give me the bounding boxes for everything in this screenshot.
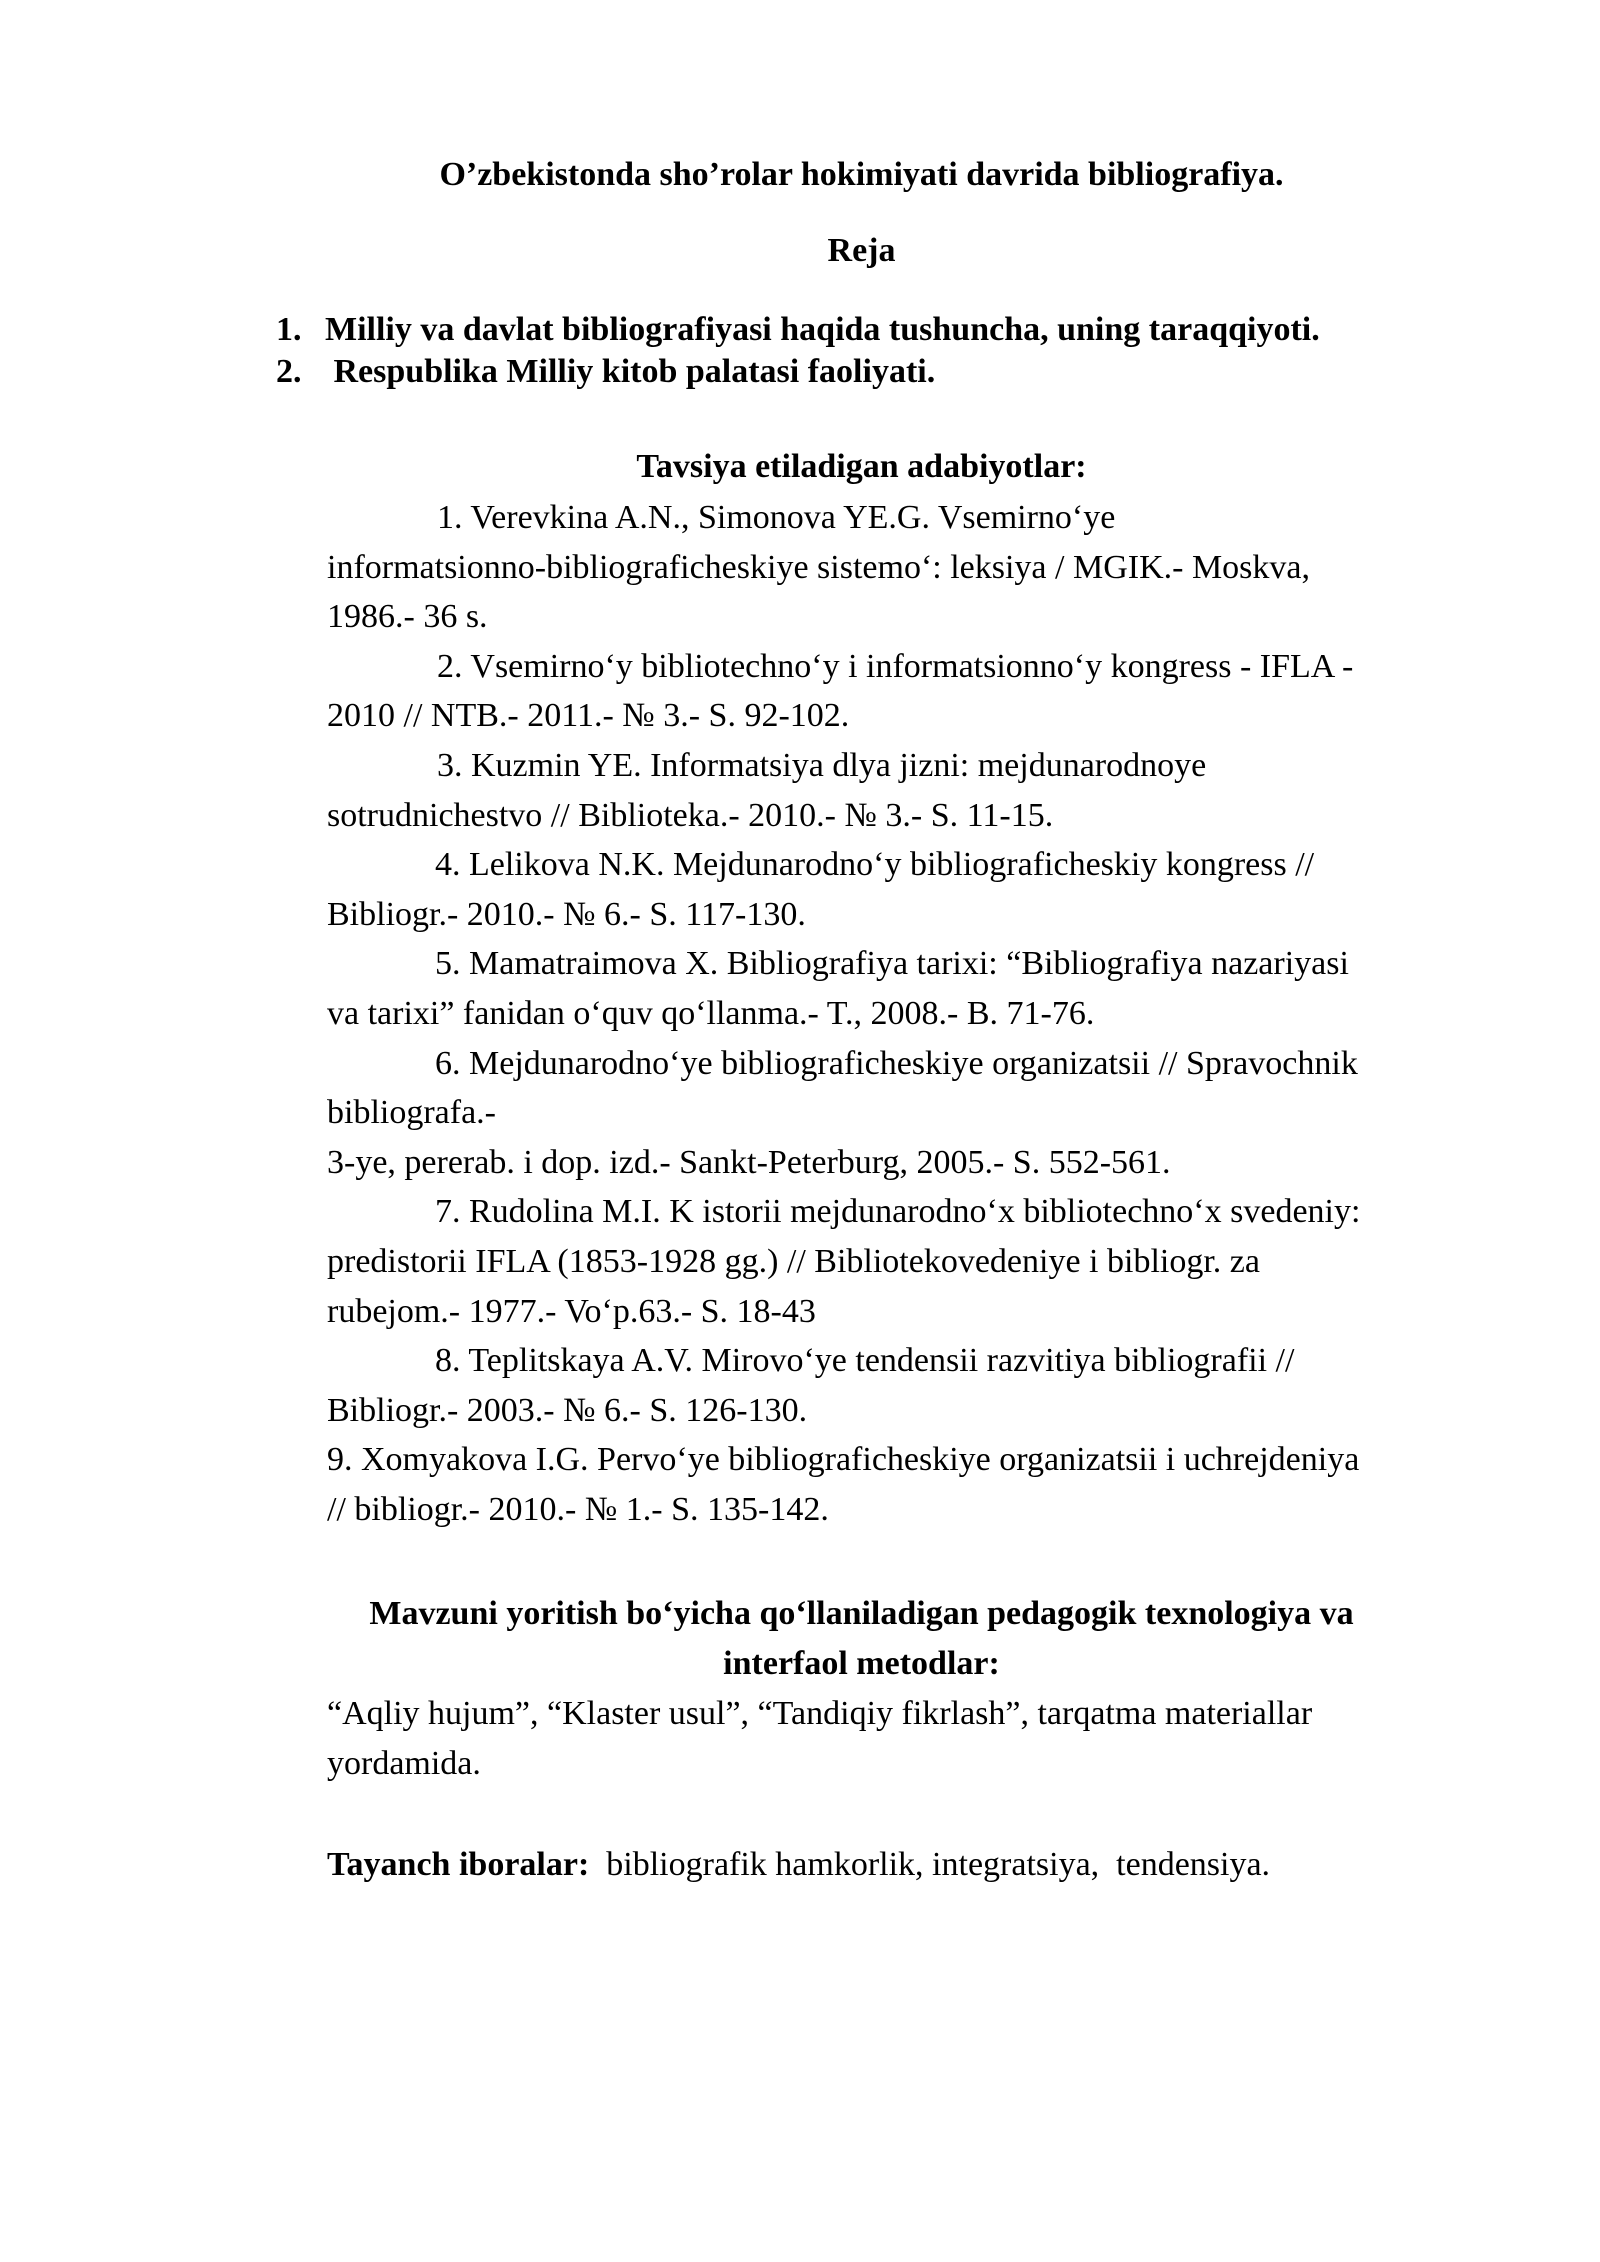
plan-item [276,309,1320,351]
reference-line: 3-ye, pererab. i dop. izd.- Sankt-Peterburg, 2005.- S. 552-561. [327,1143,1171,1181]
methods-body-line: “Aqliy hujum”, “Klaster usul”, “Tandiqiy fikrlash”, tarqatma materiallar [327,1695,1313,1732]
reference-item [327,1039,1487,1188]
reference-line: va tarixi” fanidan o‘quv qo‘llanma.- T., 2008.- B. 71-76. [327,994,1095,1032]
reference-line: 9. Xomyakova I.G. Pervo‘ye bibliograficheskiye organizatsii i uchrejdeniya [327,1441,1360,1479]
plan-item [276,351,1320,393]
keywords-label: Tayanch iboralar: [327,1846,590,1883]
plan-item-text: Respublika Milliy kitob palatasi faoliyati. [325,353,936,390]
reference-item [327,741,1487,840]
reference-line: 4. Lelikova N.K. Mejdunarodno‘y bibliograficheskiy kongress // [435,846,1315,884]
reference-item [327,493,1487,642]
methods-body [327,1689,1312,1788]
keywords-text: bibliografik hamkorlik, integratsiya, tendensiya. [589,1846,1271,1883]
reference-item [327,939,1487,1038]
plan-item-number: 1. [276,311,302,348]
references-list [327,493,1487,1534]
plan-item-text: Milliy va davlat bibliografiyasi haqida tushuncha, uning taraqqiyoti. [325,311,1320,348]
reference-line: 5. Mamatraimova X. Bibliografiya tarixi: “Bibliografiya nazariyasi [435,945,1349,983]
plan-item-number: 2. [276,353,302,390]
reference-line: bibliografa.- [327,1094,496,1132]
reference-line: 1. Verevkina A.N., Simonova YE.G. Vsemirno‘ye [437,499,1116,536]
document-title: O’zbekistonda sho’rolar hokimiyati davrida bibliografiya. [439,156,1284,193]
keywords-paragraph [327,1840,1270,1890]
reference-line: 3. Kuzmin YE. Informatsiya dlya jizni: mejdunarodnoye [437,746,1207,784]
methods-heading-line: Mavzuni yoritish bo‘yicha qo‘llaniladigan pedagogik texnologiya va [369,1595,1354,1632]
reference-line: 8. Teplitskaya A.V. Mirovo‘ye tendensii razvitiya bibliografii // [435,1342,1295,1380]
plan-heading: Reja [827,232,896,269]
plan-list [276,309,1320,393]
methods-heading-line: interfaol metodlar: [723,1644,1000,1682]
reference-line: informatsionno-bibliograficheskiye sistemo‘: leksiya / MGIK.- Moskva, [327,548,1310,586]
reference-line: 2010 // NTB.- 2011.- № 3.- S. 92-102. [327,697,850,735]
methods-body-line: yordamida. [327,1744,481,1782]
reference-line: // bibliogr.- 2010.- № 1.- S. 135-142. [327,1490,829,1528]
reference-item [327,1435,1487,1534]
reference-line: sotrudnichestvo // Biblioteka.- 2010.- № 3.- S. 11-15. [327,796,1054,834]
reference-line: 7. Rudolina M.I. K istorii mejdunarodno‘x bibliotechno‘x svedeniy: [435,1193,1361,1231]
reference-item [327,1336,1487,1435]
reference-line: 2. Vsemirno‘y bibliotechno‘y i informatsionno‘y kongress - IFLA - [437,647,1354,685]
reference-item [327,1187,1487,1336]
reference-item [327,840,1487,939]
reference-line: predistorii IFLA (1853-1928 gg.) // Bibliotekovedeniye i bibliogr. za [327,1242,1260,1280]
reference-line: Bibliogr.- 2010.- № 6.- S. 117-130. [327,895,806,933]
reference-line: 6. Mejdunarodno‘ye bibliograficheskiye organizatsii // Spravochnik [435,1044,1358,1082]
reference-item [327,642,1487,741]
methods-heading [0,1589,1600,1688]
reference-line: rubejom.- 1977.- Vo‘p.63.- S. 18-43 [327,1292,816,1330]
reference-line: Bibliogr.- 2003.- № 6.- S. 126-130. [327,1391,808,1429]
references-heading: Tavsiya etiladigan adabiyotlar: [636,448,1087,485]
reference-line: 1986.- 36 s. [327,598,488,636]
